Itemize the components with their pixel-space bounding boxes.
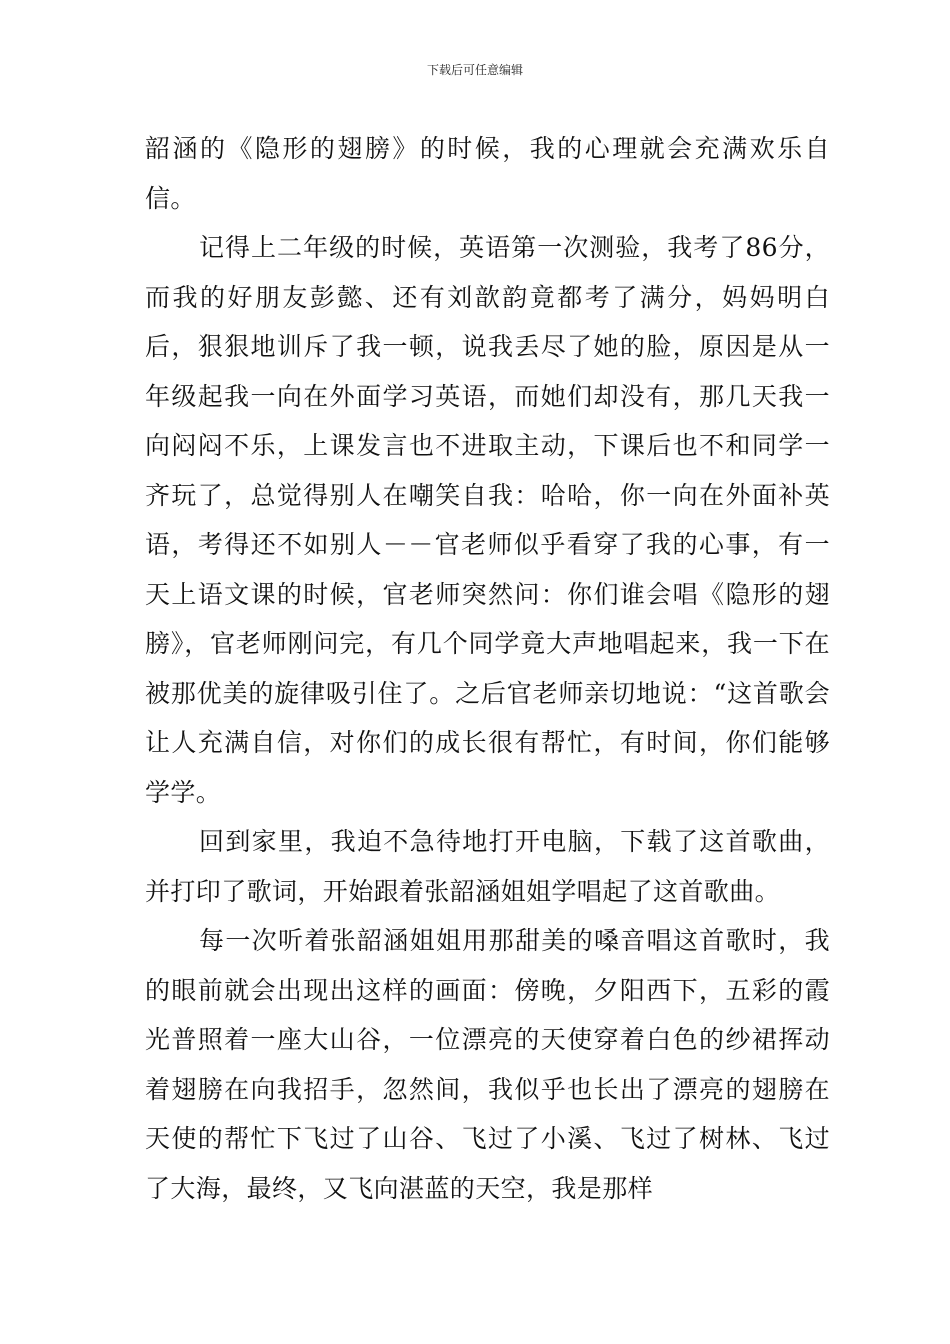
- document-body: [145, 124, 830, 1213]
- paragraph-4: 每一次听着张韶涵姐姐用那甜美的嗓音唱这首歌时，我的眼前就会出现出这样的画面：傍晚，夕阳西下，五彩的霞光普照着一座大山谷，一位漂亮的天使穿着白色的纱裙挥动着翅膀在向我招手，忽然间，我似乎也长出了漂亮的翅膀在天使的帮忙下飞过了山谷、飞过了小溪、飞过了树林、飞过了大海，最终，又飞向湛蓝的天空，我是那样: [145, 926, 830, 1203]
- paragraph-2: 记得上二年级的时候，英语第一次测验，我考了86分，而我的好朋友彭懿、还有刘歆韵竟都考了满分，妈妈明白后，狠狠地训斥了我一顿，说我丢尽了她的脸，原因是从一年级起我一向在外面学习英语，而她们却没有，那几天我一向闷闷不乐，上课发言也不进取主动，下课后也不和同学一齐玩了，总觉得别人在嘲笑自我：哈哈，你一向在外面补英语，考得还不如别人－－官老师似乎看穿了我的心事，有一天上语文课的时候，官老师突然问：你们谁会唱《隐形的翅膀》，官老师刚问完，有几个同学竟大声地唱起来，我一下在被那优美的旋律吸引住了。之后官老师亲切地说：“这首歌会让人充满自信，对你们的成长很有帮忙，有时间，你们能够学学。: [145, 233, 830, 807]
- paragraph-3: 回到家里，我迫不急待地打开电脑，下载了这首歌曲，并打印了歌词，开始跟着张韶涵姐姐学唱起了这首歌曲。: [145, 827, 830, 906]
- page-header: 下载后可任意编辑: [426, 63, 523, 77]
- paragraph-1: 韶涵的《隐形的翅膀》的时候，我的心理就会充满欢乐自信。: [145, 134, 830, 213]
